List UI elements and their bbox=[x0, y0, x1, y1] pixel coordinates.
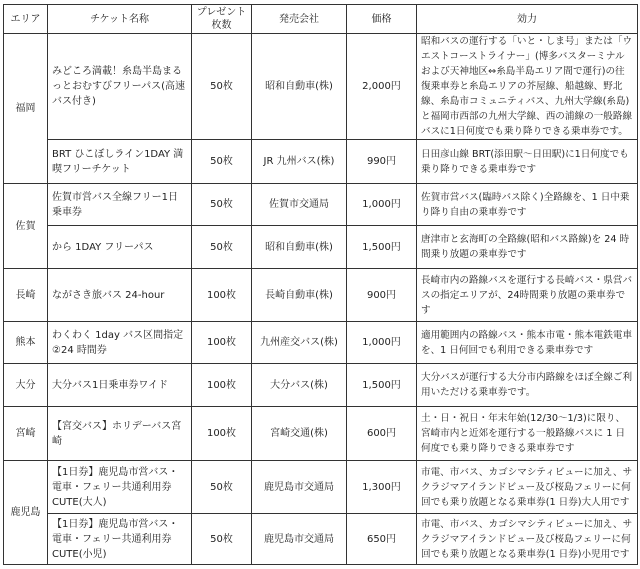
ticket-name: みどころ満載！糸島半島まるっとおむすびフリーパス(高速バス付き) bbox=[48, 34, 192, 140]
ticket-table bbox=[3, 4, 638, 565]
effect: 土・日・祝日・年末年始(12/30～1/3)に限り、宮崎市内と近郊を運行する一般路線バスに 1 日何度でも乗り降りできる乗車券です bbox=[417, 407, 638, 461]
count: 50枚 bbox=[192, 461, 252, 514]
table-row bbox=[4, 322, 638, 364]
company: 宮崎交通(株) bbox=[252, 407, 347, 461]
count: 50枚 bbox=[192, 184, 252, 226]
price: 1,000円 bbox=[347, 322, 417, 364]
effect: 唐津市と玄海町の全路線(昭和バス路線)を 24 時間乗り放題の乗車券です bbox=[417, 226, 638, 269]
area-cell: 福岡 bbox=[4, 34, 48, 184]
company: 昭和自動車(株) bbox=[252, 34, 347, 140]
table-row bbox=[4, 461, 638, 514]
count: 50枚 bbox=[192, 140, 252, 184]
company: 大分バス(株) bbox=[252, 364, 347, 407]
company: 佐賀市交通局 bbox=[252, 184, 347, 226]
price: 600円 bbox=[347, 407, 417, 461]
count: 50枚 bbox=[192, 34, 252, 140]
effect: 佐賀市営バス(臨時バス除く)全路線を、1 日中乗り降り自由の乗車券です bbox=[417, 184, 638, 226]
company: 昭和自動車(株) bbox=[252, 226, 347, 269]
ticket-name: 佐賀市営バス全線フリー1日乗車券 bbox=[48, 184, 192, 226]
area-cell: 鹿児島 bbox=[4, 461, 48, 565]
price: 990円 bbox=[347, 140, 417, 184]
area-cell: 熊本 bbox=[4, 322, 48, 364]
ticket-name: 【1日券】鹿児島市営バス・電車・フェリー共通利用券CUTE(大人) bbox=[48, 461, 192, 514]
ticket-name: BRT ひこぼしライン1DAY 満喫フリーチケット bbox=[48, 140, 192, 184]
count: 50枚 bbox=[192, 226, 252, 269]
effect: 大分バスが運行する大分市内路線をほぼ全線ご利用いただける乗車券です。 bbox=[417, 364, 638, 407]
effect: 昭和バスの運行する「いと・しま号」または「ウエストコーストライナー」(博多バスターミナルおよび天神地区⇔糸島半島エリア間で運行)の往復乗車券と糸島エリアの芥屋線、船越線、野北線、糸島市コミュニティバス、九州大学線(糸島)と福岡市西部の九州大学線、西の浦線の一般路線バスに1日何度でも乗り降りできる乗車券です。 bbox=[417, 34, 638, 140]
header-price: 価格 bbox=[347, 5, 417, 34]
company: 九州産交バス(株) bbox=[252, 322, 347, 364]
company: JR 九州バス(株) bbox=[252, 140, 347, 184]
ticket-name: 【1日券】鹿児島市営バス・電車・フェリー共通利用券CUTE(小児) bbox=[48, 514, 192, 565]
effect: 市電、市バス、カゴシマシティビューに加え、サクラジマアイランドビュー及び桜島フェリーに何回でも乗り放題となる乗車券(1 日券)小児用です bbox=[417, 514, 638, 565]
price: 1,000円 bbox=[347, 184, 417, 226]
effect: 適用範囲内の路線バス・熊本市電・熊本電鉄電車を、1 日何回でも利用できる乗車券です bbox=[417, 322, 638, 364]
table-row bbox=[4, 184, 638, 226]
ticket-name: 【宮交バス】ホリデーバス宮崎 bbox=[48, 407, 192, 461]
ticket-name: わくわく 1day バス区間指定②24 時間券 bbox=[48, 322, 192, 364]
price: 1,500円 bbox=[347, 226, 417, 269]
header-ticket-name: チケット名称 bbox=[48, 5, 192, 34]
area-cell: 佐賀 bbox=[4, 184, 48, 269]
ticket-name: から 1DAY フリーパス bbox=[48, 226, 192, 269]
table-row bbox=[4, 407, 638, 461]
header-effect: 効力 bbox=[417, 5, 638, 34]
count: 100枚 bbox=[192, 269, 252, 322]
ticket-name: 大分バス1日乗車券ワイド bbox=[48, 364, 192, 407]
table-row bbox=[4, 364, 638, 407]
table-row bbox=[4, 34, 638, 140]
table-header bbox=[4, 5, 638, 34]
company: 鹿児島市交通局 bbox=[252, 514, 347, 565]
price: 650円 bbox=[347, 514, 417, 565]
table-row bbox=[4, 514, 638, 565]
header-company: 発売会社 bbox=[252, 5, 347, 34]
count: 100枚 bbox=[192, 407, 252, 461]
table-row bbox=[4, 226, 638, 269]
header-area: エリア bbox=[4, 5, 48, 34]
ticket-name: ながさき旅バス 24-hour bbox=[48, 269, 192, 322]
company: 鹿児島市交通局 bbox=[252, 461, 347, 514]
table-row bbox=[4, 269, 638, 322]
count: 100枚 bbox=[192, 322, 252, 364]
count: 50枚 bbox=[192, 514, 252, 565]
table-row bbox=[4, 140, 638, 184]
area-cell: 大分 bbox=[4, 364, 48, 407]
header-count: プレゼント枚数 bbox=[192, 5, 252, 34]
count: 100枚 bbox=[192, 364, 252, 407]
price: 1,500円 bbox=[347, 364, 417, 407]
effect: 日田彦山線 BRT(添田駅～日田駅)に1日何度でも乗り降りできる乗車券です bbox=[417, 140, 638, 184]
area-cell: 宮崎 bbox=[4, 407, 48, 461]
company: 長崎自動車(株) bbox=[252, 269, 347, 322]
area-cell: 長崎 bbox=[4, 269, 48, 322]
effect: 長崎市内の路線バスを運行する長崎バス・県営バスの指定エリアが、24時間乗り放題の乗車券です bbox=[417, 269, 638, 322]
price: 1,300円 bbox=[347, 461, 417, 514]
price: 2,000円 bbox=[347, 34, 417, 140]
effect: 市電、市バス、カゴシマシティビューに加え、サクラジマアイランドビュー及び桜島フェリーに何回でも乗り放題となる乗車券(1 日券)大人用です bbox=[417, 461, 638, 514]
price: 900円 bbox=[347, 269, 417, 322]
